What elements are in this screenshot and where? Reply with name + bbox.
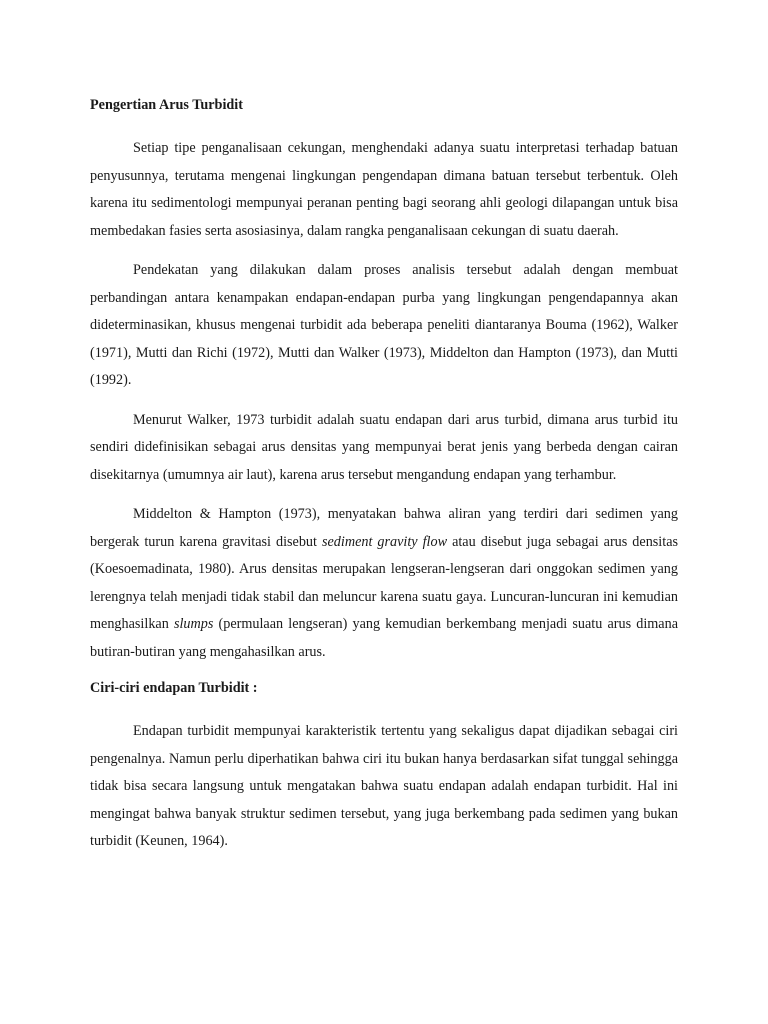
paragraph-4 [90,501,678,666]
section-heading-pengertian: Pengertian Arus Turbidit [90,97,243,113]
term-sediment-gravity-flow: sediment gravity flow [321,533,448,550]
section-heading-ciri-ciri: Ciri-ciri endapan Turbidit : [90,680,258,696]
paragraph-4-text-e: (permulaan lengseran) yang kemudian berkembang menjadi suatu arus dimana butiran-butiran yang mengahasilkan arus. [90,616,678,660]
paragraph-5: Endapan turbidit mempunyai karakteristik tertentu yang sekaligus dapat dijadikan sebagai ciri pengenalnya. Namun perlu diperhatikan bahwa ciri itu bukan hanya berdasarkan sifat tunggal sehingga tidak bisa secara langsung untuk mengatakan bahwa suatu endapan adalah endapan turbidit. Hal ini mengingat bahwa banyak struktur sedimen tersebut, yang juga berkembang pada sedimen yang bukan turbidit (Keunen, 1964). [90,723,678,849]
term-slumps: slumps [173,616,214,632]
paragraph-1: Setiap tipe penganalisaan cekungan, menghendaki adanya suatu interpretasi terhadap batuan penyusunnya, terutama mengenai lingkungan pengendapan dimana batuan tersebut terbentuk. Oleh karena itu sedimentologi mempunyai peranan penting bagi seorang ahli geologi dilapangan untuk bisa membedakan fasies serta asosiasinya, dalam rangka penganalisaan cekungan di suatu daerah. [90,140,678,239]
paragraph-3: Menurut Walker, 1973 turbidit adalah suatu endapan dari arus turbid, dimana arus turbid itu sendiri didefinisikan sebagai arus densitas yang mempunyai berat jenis yang berbeda dengan cairan disekitarnya (umumnya air laut), karena arus tersebut mengandung endapan yang terhambur. [90,411,678,483]
paragraph-4-text-c: atau disebut juga sebagai arus densitas (Koesoemadinata, 1980). Arus densitas merupakan lengseran-lengseran dari onggokan sedimen yang lerengnya telah menjadi tidak stabil dan meluncur karena suatu gaya. Luncuran-luncuran ini kemudian menghasilkan [90,533,679,632]
paragraph-4-text-a: Middelton & Hampton (1973), menyatakan bahwa aliran yang terdiri dari sedimen yang bergerak turun karena gravitasi disebut [90,506,678,550]
paragraph-2: Pendekatan yang dilakukan dalam proses analisis tersebut adalah dengan membuat perbandingan antara kenampakan endapan-endapan purba yang lingkungan pengendapannya akan dideterminasikan, khusus mengenai turbidit ada beberapa peneliti diantaranya Bouma (1962), Walker (1971), Mutti dan Richi (1972), Mutti dan Walker (1973), Middelton dan Hampton (1973), dan Mutti (1992). [90,262,678,388]
